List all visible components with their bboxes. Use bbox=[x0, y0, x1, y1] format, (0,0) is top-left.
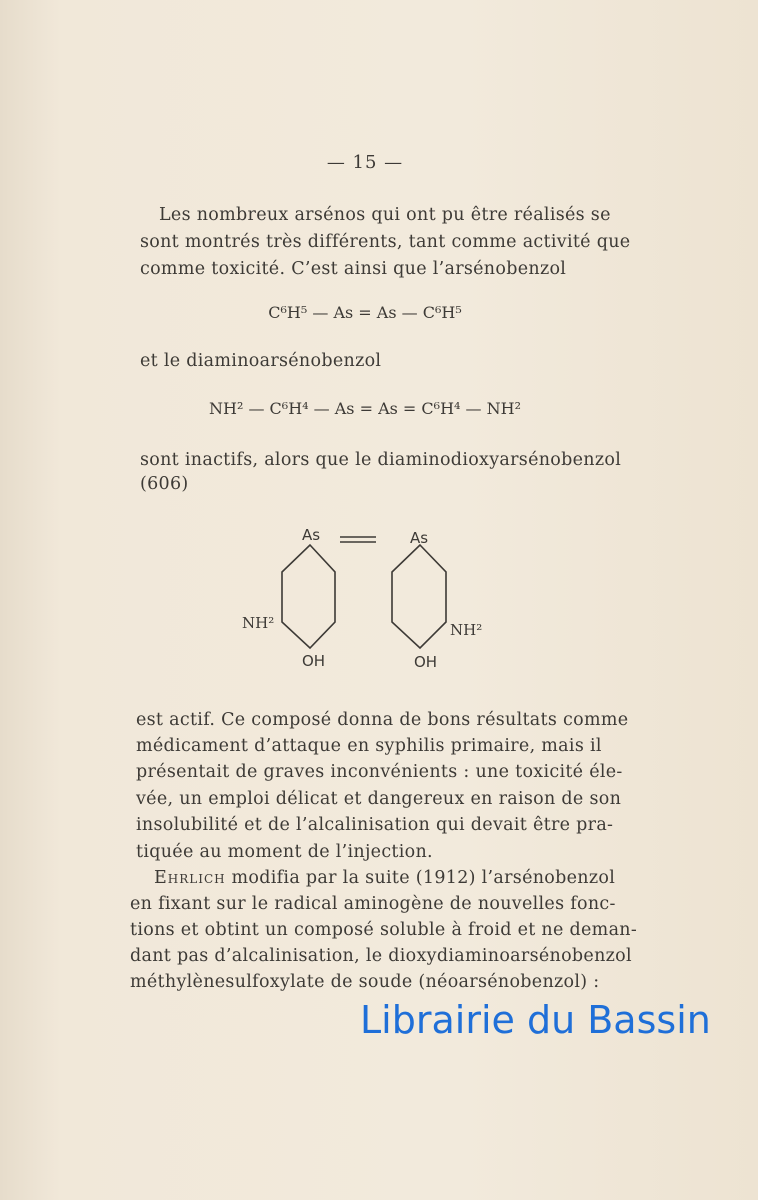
paragraph3-line-2: médicament d’attaque en syphilis primaire, mais il bbox=[136, 736, 602, 756]
formula-arsenobenzol: C⁶H⁵ — As = As — C⁶H⁵ bbox=[268, 303, 462, 322]
paragraph4-line-4: dant pas d’alcalinisation, le dioxydiaminoarsénobenzol bbox=[130, 946, 632, 966]
paragraph4-line-1-text: modifia par la suite (1912) l’arsénobenzol bbox=[231, 868, 616, 888]
formula-diaminoarsenobenzol: NH² — C⁶H⁴ — As = As = C⁶H⁴ — NH² bbox=[209, 399, 521, 418]
right-nh2-label: NH² bbox=[450, 621, 483, 639]
left-nh2-label: NH² bbox=[242, 614, 275, 632]
paragraph3-line-3: présentait de graves inconvénients : une toxicité éle- bbox=[136, 762, 623, 782]
paragraph3-line-1: est actif. Ce composé donna de bons résultats comme bbox=[136, 710, 629, 730]
paragraph3-line-6: tiquée au moment de l’injection. bbox=[136, 842, 433, 862]
right-as-label: As bbox=[410, 529, 429, 547]
page-number: — 15 — bbox=[326, 152, 404, 173]
paragraph2-line-2: (606) bbox=[140, 474, 189, 494]
left-benzene-ring bbox=[282, 545, 335, 648]
right-benzene-ring bbox=[392, 545, 446, 648]
right-oh-label: OH bbox=[414, 653, 438, 671]
structural-formula-diagram bbox=[230, 520, 500, 680]
paragraph1-line-2: sont montrés très différents, tant comme activité que bbox=[140, 232, 631, 252]
diaminoarsenobenzol-line: et le diaminoarsénobenzol bbox=[140, 351, 382, 371]
paragraph1-line-1: Les nombreux arsénos qui ont pu être réalisés se bbox=[159, 205, 611, 225]
left-oh-label: OH bbox=[302, 652, 326, 670]
paragraph3-line-4: vée, un emploi délicat et dangereux en raison de son bbox=[136, 789, 622, 809]
paragraph4-line-3: tions et obtint un composé soluble à froid et ne deman- bbox=[130, 920, 638, 940]
paragraph3-line-5: insolubilité et de l’alcalinisation qui devait être pra- bbox=[136, 815, 614, 835]
author-name: Ehrlich bbox=[154, 868, 226, 888]
paragraph4-line-2: en fixant sur le radical aminogène de nouvelles fonc- bbox=[130, 894, 616, 914]
paragraph1-line-3: comme toxicité. C’est ainsi que l’arsénobenzol bbox=[140, 259, 567, 279]
paragraph2-line-1: sont inactifs, alors que le diaminodioxyarsénobenzol bbox=[140, 450, 622, 470]
left-as-label: As bbox=[302, 526, 321, 544]
paragraph4-line-5: méthylènesulfoxylate de soude (néoarsénobenzol) : bbox=[130, 972, 600, 992]
librairie-watermark: Librairie du Bassin bbox=[360, 998, 711, 1042]
paragraph4-line-1 bbox=[154, 868, 616, 888]
